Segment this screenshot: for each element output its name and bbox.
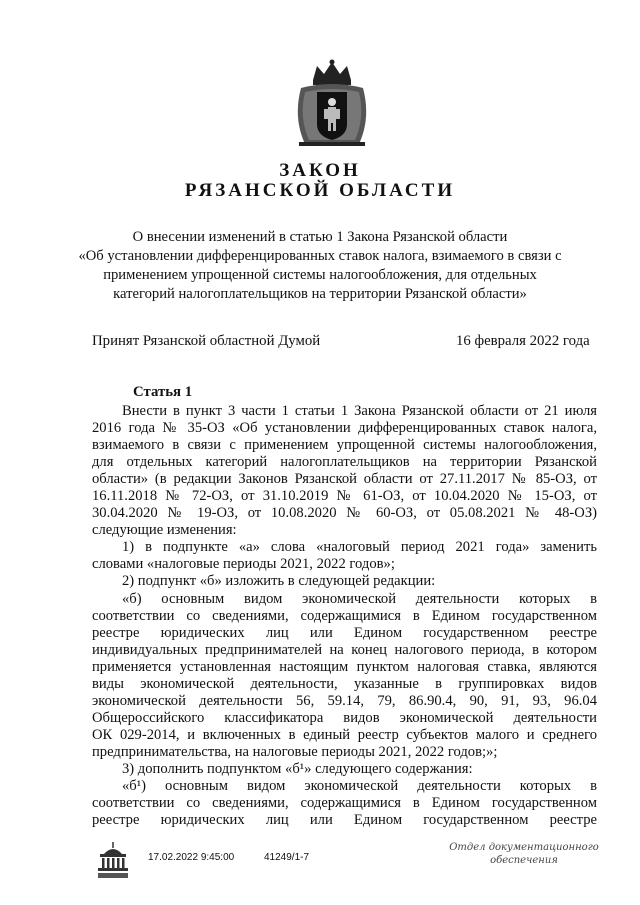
department-stamp: [444, 841, 604, 867]
text-line: 3) дополнить подпунктом «б¹» следующего содержания:: [122, 760, 473, 777]
text-line: 16.11.2018 № 72-ОЗ, от 31.10.2019 № 61-ОЗ, от 10.04.2020 № 15-ОЗ, от: [92, 488, 597, 505]
law-subject: [70, 228, 570, 304]
text-line: предпринимательства, на налоговые периоды 2021, 2022 годов;»;: [92, 743, 498, 760]
text-line: реестре юридических лиц или Едином государственном реестре: [92, 812, 597, 829]
text-line: следующие изменения:: [92, 522, 237, 539]
text-line: соответствии со сведениями, содержащимися в Едином государственном: [92, 795, 597, 812]
text-line: соответствии со сведениями, содержащимися в Едином государственном: [92, 607, 597, 624]
text-line: применяется установленная настоящим пунктом налоговая ставка, являются: [92, 658, 597, 675]
text-line: Внести в пункт 3 части 1 статьи 1 Закона Рязанской области от 21 июля: [122, 403, 597, 419]
text-line: 2) подпункт «б» изложить в следующей редакции:: [122, 573, 436, 590]
text-line: Общероссийского классификатора видов экономической деятельности: [92, 709, 597, 726]
stamp-line: обеспечения: [490, 855, 558, 866]
text-line: 2016 года № 35-ОЗ «Об установлении дифференцированных ставок налога,: [92, 420, 597, 437]
adoption-date: 16 февраля 2022 года: [456, 333, 590, 349]
text-line: области» (в редакции Законов Рязанской области от 27.11.2017 № 85-ОЗ, от: [92, 471, 597, 488]
text-line: ОК 029-2014, и включенных в единый реестр субъектов малого и среднего: [92, 726, 597, 743]
subject-line: применением упрощенной системы налогообложения, для отдельных: [103, 267, 537, 283]
registration-number: 41249/1-7: [264, 852, 310, 863]
subject-line: «Об установлении дифференцированных ставок налога, взимаемого в связи с: [78, 248, 562, 264]
text-line: 30.04.2020 № 19-ОЗ, от 10.08.2020 № 60-ОЗ, от 05.08.2021 № 48-ОЗ): [92, 505, 597, 522]
text-line: реестре юридических лиц или Едином государственном реестре: [92, 624, 597, 641]
ryazan-coat-of-arms-icon: [291, 58, 373, 150]
text-line: виды экономической деятельности, указанные в группировках видов: [92, 675, 597, 692]
text-line: взимаемого в связи с применением упрощенной системы налогообложения,: [92, 437, 597, 454]
law-title: ЗАКОН: [279, 160, 361, 181]
article-heading: Статья 1: [133, 384, 193, 400]
text-line: индивидуальных предпринимателей на конец налогового периода, в котором: [92, 641, 597, 658]
subject-line: категорий налогоплательщиков на территории Рязанской области»: [113, 286, 527, 302]
text-line: 1) в подпункте «а» слова «налоговый период 2021 года» заменить: [122, 539, 597, 556]
law-region-title: РЯЗАНСКОЙ ОБЛАСТИ: [184, 180, 456, 201]
text-line: словами «налоговые периоды 2021, 2022 годов»;: [92, 556, 395, 573]
registration-datetime: 17.02.2022 9:45:00: [148, 852, 235, 863]
duma-building-logo-icon: [96, 840, 130, 880]
article-body: [92, 403, 597, 829]
stamp-line: Отдел документационного: [449, 842, 599, 853]
adopted-by: Принят Рязанской областной Думой: [92, 333, 321, 349]
text-line: для отдельных категорий налогоплательщиков на территории Рязанской: [92, 454, 597, 471]
text-line: «б) основным видом экономической деятельности которых в: [122, 590, 597, 607]
text-line: экономической деятельности 56, 59.14, 79, 86.90.4, 90, 91, 93, 96.04: [92, 692, 597, 709]
text-line: «б¹) основным видом экономической деятельности которых в: [122, 778, 597, 795]
subject-line: О внесении изменений в статью 1 Закона Рязанской области: [132, 229, 508, 245]
